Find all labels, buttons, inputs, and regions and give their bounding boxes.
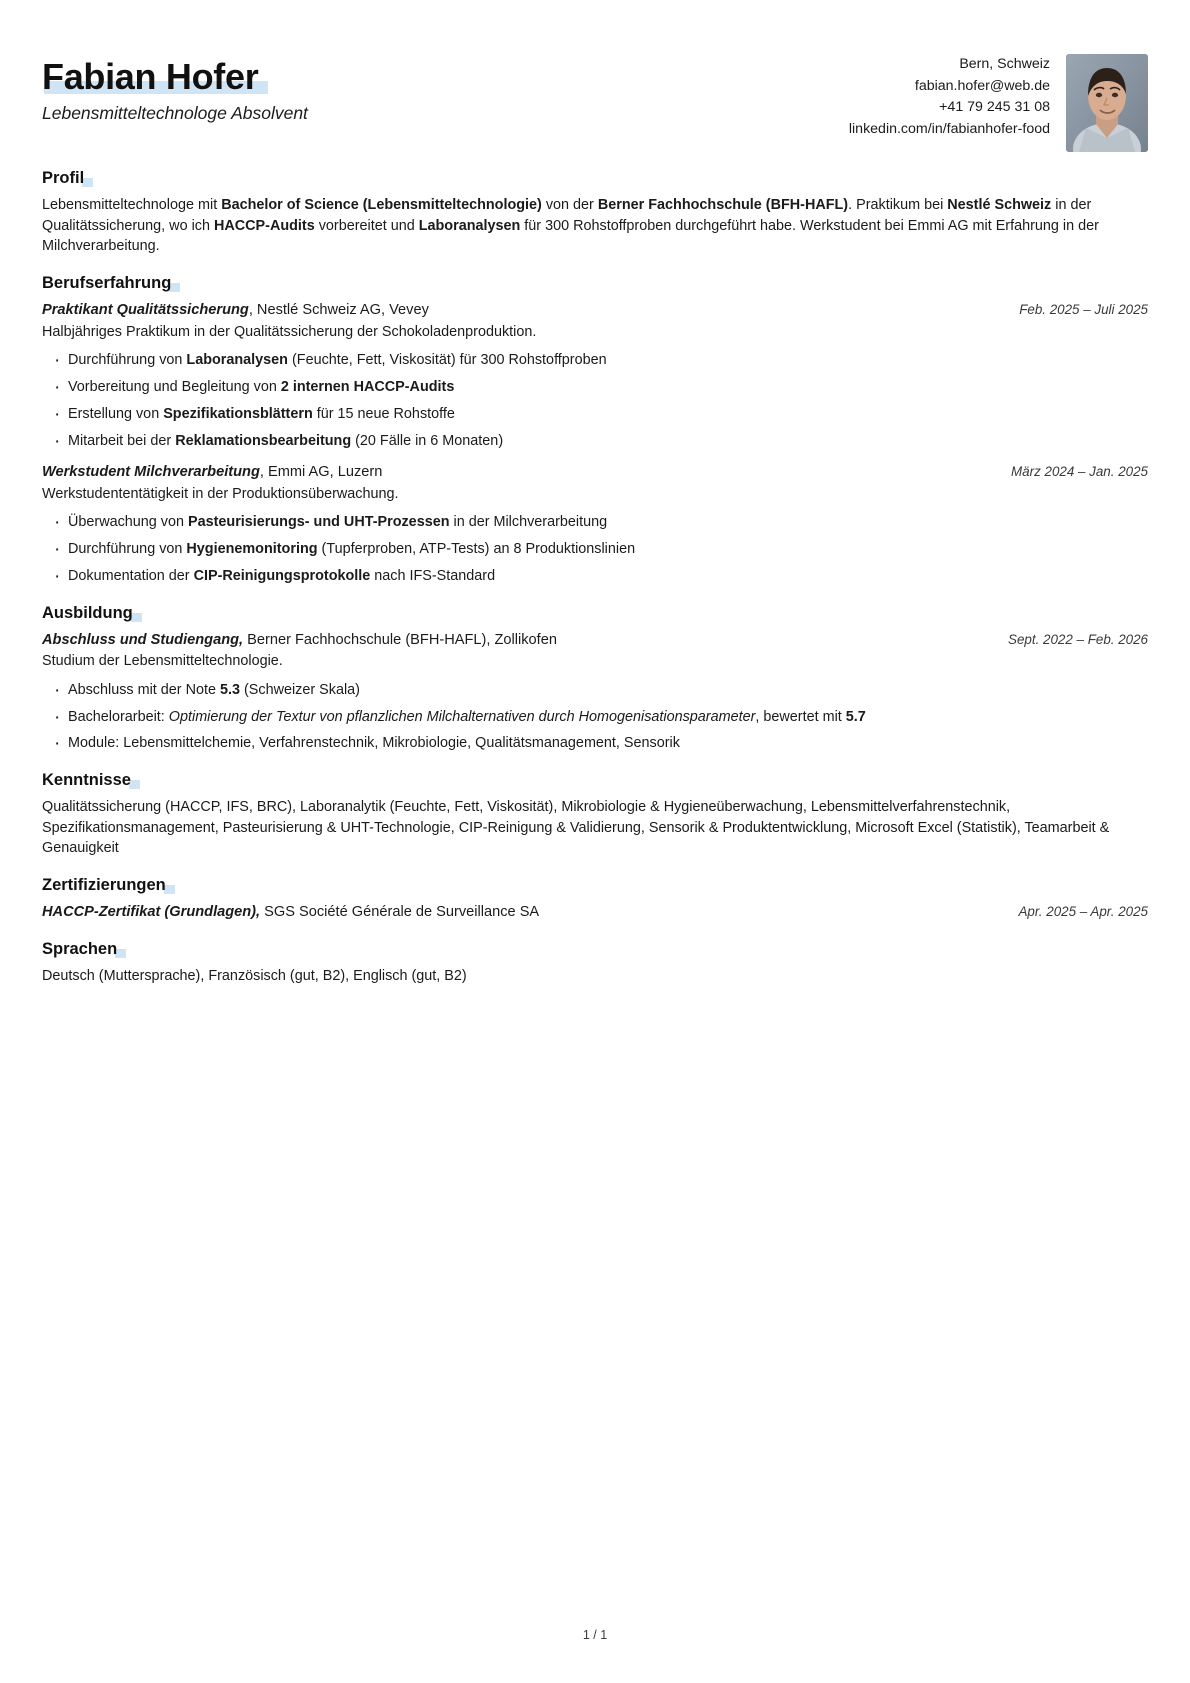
contact-phone[interactable]: +41 79 245 31 08 — [939, 99, 1050, 116]
contact-linkedin[interactable]: linkedin.com/in/fabianhofer-food — [848, 120, 1050, 137]
entry — [42, 902, 1148, 923]
entry-date: Feb. 2025 – Juli 2025 — [1019, 302, 1148, 318]
entry-organization: , Nestlé Schweiz AG, Vevey — [248, 302, 429, 319]
entry-title — [42, 902, 1000, 923]
section-title-profil: Profil — [42, 169, 85, 187]
entry-date: Sept. 2022 – Feb. 2026 — [1008, 631, 1148, 647]
identity-block — [42, 46, 308, 126]
entry-header — [42, 902, 1148, 923]
entry-organization: Berner Fachhochschule (BFH-HAFL), Zollikofen — [243, 631, 557, 648]
entry-header — [42, 462, 1148, 483]
section-zertifizierungen — [42, 876, 1148, 923]
entry-bullets — [42, 680, 1148, 754]
entry-header — [42, 300, 1148, 321]
list-item: · Erstellung von Spezifikationsblättern für 15 neue Rohstoffe — [68, 404, 1148, 425]
section-title-zertifizierungen: Zertifizierungen — [42, 876, 166, 895]
entry-bullets — [42, 512, 1148, 586]
entry-title — [42, 630, 990, 651]
page-title — [42, 58, 258, 96]
section-sprachen — [42, 940, 1148, 987]
entry-summary: Werkstudententätigkeit in der Produktionsüberwachung. — [42, 485, 399, 502]
list-item: · Dokumentation der CIP-Reinigungsprotokolle nach IFS-Standard — [68, 566, 1148, 587]
entry-date: März 2024 – Jan. 2025 — [1011, 464, 1148, 480]
section-heading — [42, 274, 171, 293]
avatar-illustration — [1066, 54, 1148, 152]
section-heading — [42, 771, 131, 790]
entry-organization: , Emmi AG, Luzern — [259, 464, 383, 481]
entry-role: HACCP-Zertifikat (Grundlagen), — [42, 904, 261, 921]
section-title-sprachen: Sprachen — [42, 939, 118, 958]
section-profil — [42, 169, 1148, 257]
candidate-subtitle: Lebensmitteltechnologe Absolvent — [42, 102, 308, 123]
section-title-kenntnisse: Kenntnisse — [42, 770, 131, 789]
entry-organization: SGS Société Générale de Surveillance SA — [260, 904, 540, 921]
certification-entries — [42, 902, 1148, 923]
contact-location: Bern, Schweiz — [959, 56, 1050, 72]
entry-summary: Halbjähriges Praktikum in der Qualitätssicherung der Schokoladenproduktion. — [42, 323, 537, 340]
section-ausbildung — [42, 604, 1148, 754]
list-item: · Mitarbeit bei der Reklamationsbearbeitung (20 Fälle in 6 Monaten) — [68, 431, 1148, 452]
candidate-name: Fabian Hofer — [42, 56, 259, 97]
entry — [42, 630, 1148, 754]
avatar — [1066, 54, 1148, 152]
list-item: · Abschluss mit der Note 5.3 (Schweizer Skala) — [68, 680, 1148, 701]
contact-block — [849, 46, 1148, 152]
section-heading — [42, 940, 117, 959]
page-footer — [0, 1627, 1190, 1645]
list-item: · Vorbereitung und Begleitung von 2 internen HACCP-Audits — [68, 377, 1148, 398]
section-title-berufserfahrung: Berufserfahrung — [42, 274, 172, 293]
section-heading — [42, 604, 133, 623]
entry-title — [42, 300, 1001, 321]
list-item: · Module: Lebensmittelchemie, Verfahrenstechnik, Mikrobiologie, Qualitätsmanagement, Sensorik — [68, 733, 1148, 754]
list-item: · Durchführung von Laboranalysen (Feuchte, Fett, Viskosität) für 300 Rohstoffproben — [68, 350, 1148, 371]
contact-email[interactable]: fabian.hofer@web.de — [914, 77, 1050, 94]
page-indicator: 1 / 1 — [582, 1628, 608, 1643]
entry-role: Abschluss und Studiengang, — [42, 631, 244, 648]
entry-date: Apr. 2025 – Apr. 2025 — [1018, 904, 1148, 920]
entry-role: Werkstudent Milchverarbeitung — [42, 464, 260, 481]
list-item: · Bachelorarbeit: Optimierung der Textur von pflanzlichen Milchalternativen durch Homogenisationsparameter, bewertet mit 5.7 — [68, 707, 1148, 728]
kenntnisse-paragraph: Qualitätssicherung (HACCP, IFS, BRC), Laboranalytik (Feuchte, Fett, Viskosität), Mikrobiologie & Hygieneüberwachung, Lebensmittelverfahrenstechnik, Spezifikationsmanagement, Pasteurisierung & UHT-Technologie, CIP-Reinigung & Validierung, Sensorik & Produktentwicklung, Microsoft Excel (Statistik), Teamarbeit & Genauigkeit — [42, 798, 1110, 857]
contact-details — [849, 54, 1050, 140]
section-kenntnisse — [42, 771, 1148, 859]
entry — [42, 462, 1148, 586]
profil-paragraph: Lebensmitteltechnologe mit Bachelor of Science (Lebensmitteltechnologie) von der Berner Fachhochschule (BFH-HAFL). Praktikum bei Nestlé Schweiz in der Qualitätssicherung, wo ich HACCP-Audits vorbereitet und Laboranalysen für 300 Rohstoffproben durchgeführt habe. Werkstudent bei Emmi AG mit Erfahrung in der Milchverarbeitung. — [42, 196, 1099, 255]
sprachen-paragraph: Deutsch (Muttersprache), Französisch (gut, B2), Englisch (gut, B2) — [42, 967, 467, 984]
entry-bullets — [42, 350, 1148, 451]
entry-role: Praktikant Qualitätssicherung — [42, 302, 249, 319]
section-title-ausbildung: Ausbildung — [42, 603, 133, 622]
entry-title — [42, 462, 993, 483]
entry-summary: Studium der Lebensmitteltechnologie. — [42, 653, 283, 670]
education-entries — [42, 630, 1148, 754]
section-berufserfahrung — [42, 274, 1148, 586]
section-heading — [42, 169, 84, 188]
experience-entries — [42, 300, 1148, 586]
section-heading — [42, 876, 166, 895]
entry-header — [42, 630, 1148, 651]
entry — [42, 300, 1148, 451]
list-item: · Überwachung von Pasteurisierungs- und UHT-Prozessen in der Milchverarbeitung — [68, 512, 1148, 533]
resume-header — [42, 40, 1148, 152]
list-item: · Durchführung von Hygienemonitoring (Tupferproben, ATP-Tests) an 8 Produktionslinien — [68, 539, 1148, 560]
